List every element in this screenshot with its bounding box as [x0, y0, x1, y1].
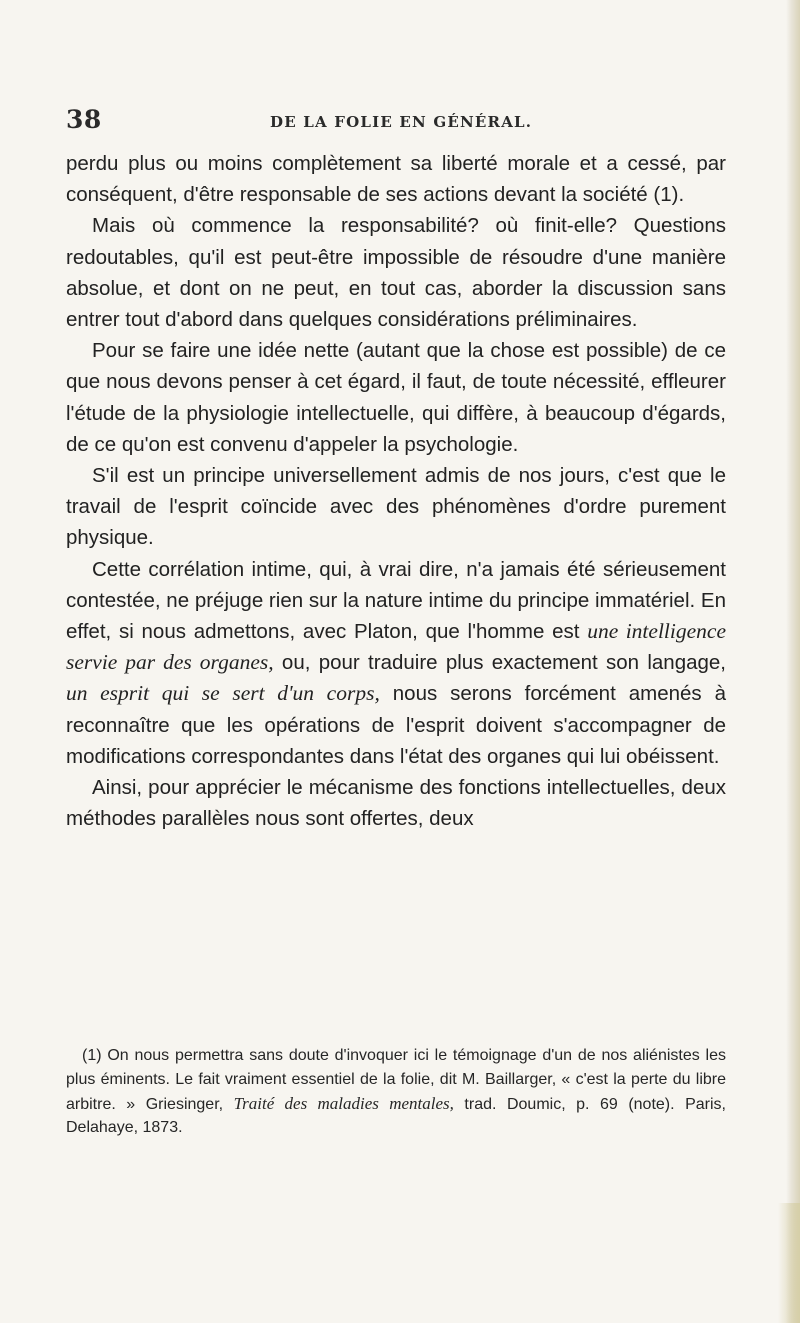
- paragraph-6: Ainsi, pour apprécier le mécanisme des fonctions intellectuelles, deux méthodes parallèles nous sont offertes, deux: [66, 776, 726, 831]
- paragraph-4: S'il est un principe universellement admis de nos jours, c'est que le travail de l'esprit coïncide avec des phénomènes d'ordre purement physique.: [66, 464, 726, 550]
- running-title: DE LA FOLIE EN GÉNÉRAL.: [270, 113, 533, 131]
- footnote-text-a: (1) On nous permettra sans doute d'invoquer ici le témoignage d'un de nos aliénistes les plus éminents. Le fait vraiment essentiel de la folie, dit M. Baillarger, « c'est la perte du libre arbitre. » Griesinger,: [66, 1047, 726, 1113]
- footnote-italic-title: Traité des maladies mentales,: [233, 1093, 454, 1113]
- paragraph-1: perdu plus ou moins complètement sa liberté morale et a cessé, par conséquent, d'être responsable de ses actions devant la société (1).: [66, 152, 726, 207]
- page-edge-shadow: [786, 0, 800, 1323]
- footnote-text-b: trad. Doumic, p. 69 (note). Paris, Delahaye, 1873.: [66, 1095, 726, 1137]
- paragraph-5-text-b: ou, pour traduire plus exactement son langage,: [273, 651, 727, 675]
- paragraph-3: Pour se faire une idée nette (autant que la chose est possible) de ce que nous devons penser à cet égard, il faut, de toute nécessité, effleurer l'étude de la physiologie intellectuelle, qui diffère, à beaucoup d'égards, de ce qu'on est convenu d'appeler la psychologie.: [66, 339, 726, 456]
- paragraph-5-italic-b: un esprit qui se sert d'un corps,: [66, 681, 380, 706]
- paragraph-2: Mais où commence la responsabilité? où finit-elle? Questions redoutables, qu'il est peut-être impossible de résoudre d'une manière absolue, et dont on ne peut, en tout cas, aborder la discussion sans entrer tout d'abord dans quelques considérations préliminaires.: [66, 214, 726, 332]
- footnote-1: [66, 1044, 726, 1140]
- page-header: [66, 105, 726, 145]
- paragraph-5-italic-a: une intelligence servie par des organes,: [66, 619, 726, 675]
- page-corner-shadow: [778, 1203, 800, 1323]
- footnote: [66, 1044, 726, 1140]
- paragraph-5-text-c: nous serons forcément amenés à reconnaître que les opérations de l'esprit doivent s'accompagner de modifications correspondantes dans l'état des organes qui lui obéissent.: [66, 682, 726, 768]
- paragraph-5-text-a: Cette corrélation intime, qui, à vrai dire, n'a jamais été sérieusement contestée, ne préjuge rien sur la nature intime du principe immatériel. En effet, si nous admettons, avec Platon, que l'homme est: [66, 557, 726, 644]
- paragraph-5: [66, 554, 726, 772]
- body-text: [66, 148, 726, 834]
- page-number: 38: [66, 105, 102, 134]
